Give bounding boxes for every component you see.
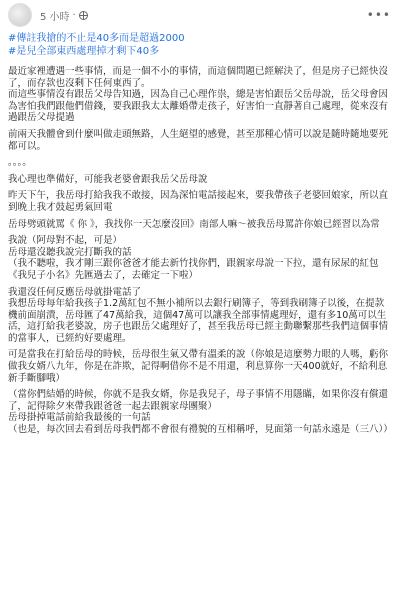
post-paragraph: 。。。。 [8,157,32,169]
post-paragraph: 我想岳母每年給我孩子1.2萬紅包不無小補所以去銀行刷簿子，等到我刷簿子以後，在提款機前面崩潰，岳母匯了47萬給我，這個47萬可以讓我全部事情處理好，還有多10萬可以生活，這打給我老婆說，房子也跟岳父處理好了，甚至我岳母已經主動聯繫那些我們這個事情的當事人，已經約好要處理。 [8,298,389,344]
hashtags [8,32,393,58]
post-paragraph: 而這些事情沒有跟岳父母告知過，因為自己心理作祟，總是害怕跟岳父岳母說，岳父母會因為害怕我們跟他們借錢，要我跟我太太離婚帶走孩子，好害怕一直靜著自己處理，從來沒有過跟岳父母提過 [8,89,389,124]
post-paragraph: 前兩天我體會到什麼叫做走頭無路，人生絕望的感覺，甚至那種心情可以說是隨時隨地要死都可以。 [8,128,389,152]
post-paragraph: 昨天下午，我岳母打給我我不敢接，因為深怕電話接起來，要我帶孩子老婆回娘家，所以直到晚上我才鼓起勇氣回電 [8,190,389,213]
globe-icon [79,11,88,20]
hashtag-link[interactable]: #傳註我搶的不止是40多而是超過2000 [8,33,185,44]
post-body [0,32,401,436]
post-paragraph: （當你們結婚的時候，你就不是我女婿，你是我兒子，母子事情不用隱瞞，如果你沒有償還了，記得除夕來帶我跟爸爸一起去跟親家母團聚） [8,389,389,412]
separator-dot: · [72,9,76,21]
post-paragraph: 我說（阿母對不起，可是） [8,235,123,247]
post-paragraph: 岳母劈頭就罵《 你 》，我找你一天怎麼沒回》南部人嘛～被我岳母罵許你娘已經習以為常 [8,218,380,230]
more-options-icon[interactable]: ••• [366,8,391,22]
post-paragraph: 岳母掛掉電話前給我最後的一句話 [8,412,151,424]
hashtag-link[interactable]: #是兒全部東西處理掉才剩下40多 [8,46,160,57]
post-time[interactable]: 5 小時 [40,11,70,23]
post-paragraph: 岳母還沒聽我說完打斷我的話 [8,246,132,258]
post-header [0,0,401,30]
post-paragraph: 我還沒任何反應岳母就掛電話了 [8,286,142,298]
post-paragraph: 我心理也準備好，可能我老婆會跟我岳父岳母說 [8,173,208,185]
post-paragraph: 可是當我在打給岳母的時候，岳母很生氣又帶有溫柔的說（你娘是這麼勢力眼的人嗎，虧你做我女婿八九年，你是在詐欺，記得啊借你不是不用還，利息算你一天400就好，不給利息新手斷腳哦） [8,349,389,384]
post-paragraph: 最近家裡遭遇一些事情，而是一個不小的事情，而這個問題已經解決了，但是房子已經快沒了，而存款也沒剩下任何東西了。 [8,66,389,89]
post-meta [40,8,88,23]
post-paragraph: （我不聽啦，我才剛三跟你爸爸才能去新竹找你們，跟親家母說一下拉，還有尿尿的紅包《我兒子小名》先匯過去了，去確定一下啦） [8,258,379,281]
author-avatar[interactable] [8,3,32,27]
post-paragraph: （也是，每次回去看到岳母我們都不會很有禮貌的互相稱呼，見面第一句話永遠是（三八）） [8,424,393,436]
